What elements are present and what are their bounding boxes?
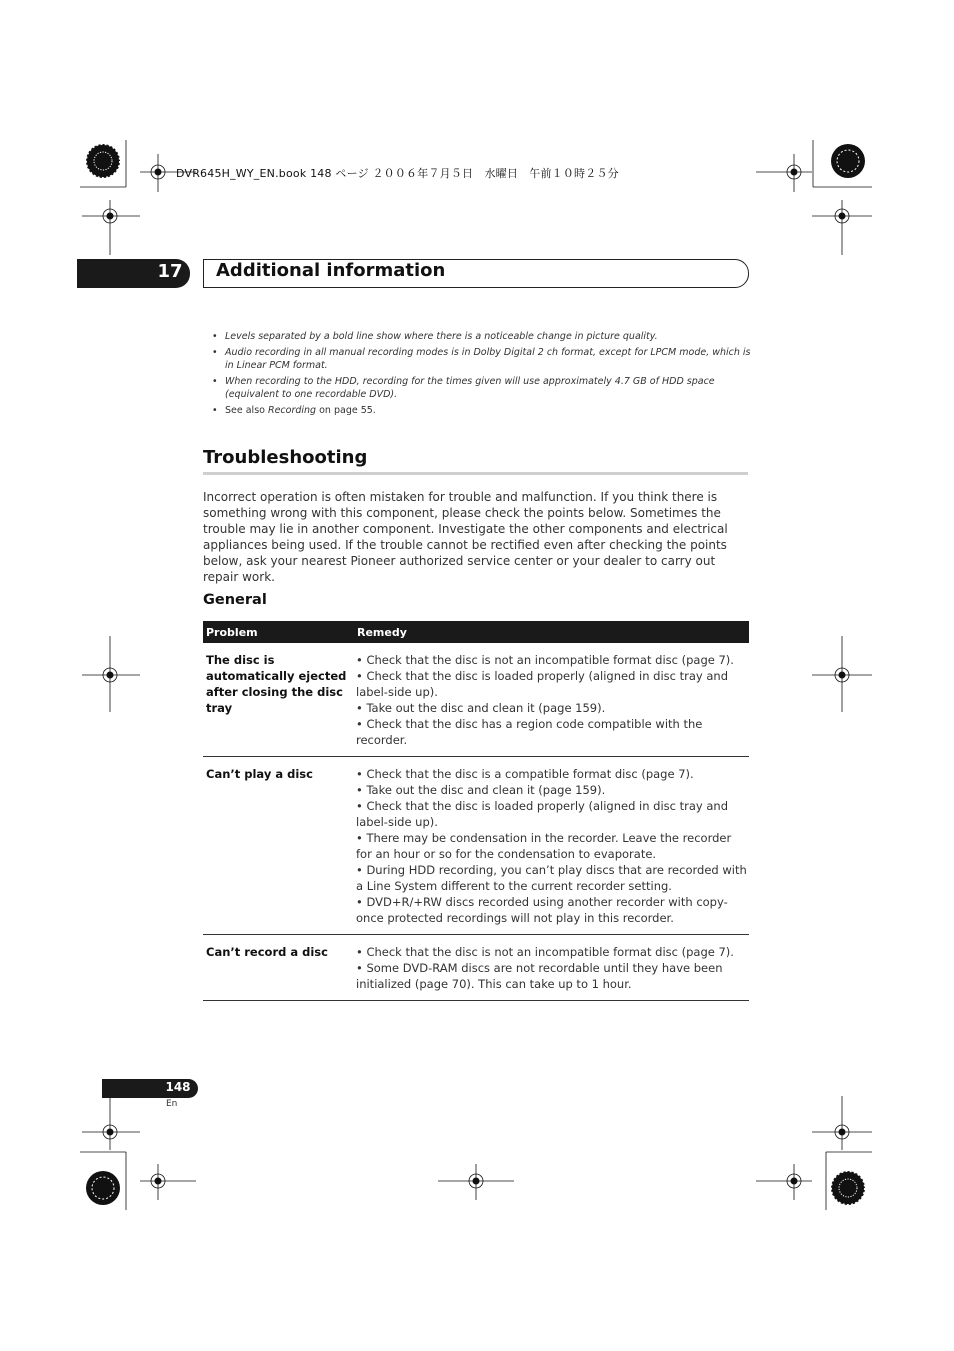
note-item — [203, 330, 751, 343]
remedy-item: • Some DVD-RAM discs are not recordable until they have been initialized (page 70). This can take up to 1 hour. — [356, 961, 723, 991]
remedy-item: • Take out the disc and clean it (page 159). — [356, 783, 606, 797]
note-item — [203, 375, 751, 401]
problem-cell: Can’t play a disc — [203, 757, 354, 935]
note-text: Levels separated by a bold line show where there is a noticeable change in picture quality. — [225, 331, 658, 342]
table-row — [203, 643, 749, 757]
note-text: See also — [225, 405, 268, 416]
remedy-item: • Check that the disc is a compatible format disc (page 7). — [356, 767, 694, 781]
remedy-cell — [354, 757, 749, 935]
problem-header: Problem — [203, 621, 354, 643]
remedy-header: Remedy — [354, 621, 749, 643]
note-item — [203, 346, 751, 372]
remedy-item: • Check that the disc has a region code compatible with the recorder. — [356, 717, 703, 747]
chapter-number: 17 — [157, 261, 183, 282]
page-language: En — [166, 1099, 178, 1109]
remedy-item: • During HDD recording, you can’t play discs that are recorded with a Line System different to the current recorder setting. — [356, 863, 747, 893]
remedy-item: • Take out the disc and clean it (page 159). — [356, 701, 606, 715]
note-text: Audio recording in all manual recording modes is in Dolby Digital 2 ch format, except for LPCM mode, which is in Linear PCM format. — [225, 347, 751, 371]
note-text: Recording — [267, 405, 317, 416]
notes-list — [203, 330, 751, 420]
section-rule — [203, 472, 748, 475]
remedy-item: • DVD+R/+RW discs recorded using another recorder with copy-once protected recordings will not play in this recorder. — [356, 895, 728, 925]
remedy-item: • Check that the disc is not an incompatible format disc (page 7). — [356, 653, 734, 667]
remedy-item: • Check that the disc is loaded properly (aligned in disc tray and label-side up). — [356, 799, 729, 829]
intro-paragraph: Incorrect operation is often mistaken for trouble and malfunction. If you think there is something wrong with this component, please check the points below. Sometimes the trouble may lie in another component. Investigate the other components and electrical appliances being used. If the trouble cannot be rectified even after checking the points below, ask your nearest Pioneer authorized service center or your dealer to carry out repair work. — [203, 490, 728, 584]
chapter-title: Additional information — [216, 260, 446, 281]
problem-cell: The disc is automatically ejected after closing the disc tray — [203, 643, 354, 757]
note-item — [203, 404, 751, 417]
note-text: on page 55. — [316, 405, 376, 416]
remedy-cell — [354, 935, 749, 1001]
table-row — [203, 757, 749, 935]
remedy-item: • Check that the disc is loaded properly (aligned in disc tray and label-side up). — [356, 669, 729, 699]
table-row — [203, 935, 749, 1001]
table-header-row — [203, 621, 749, 643]
print-header: DVR645H_WY_EN.book 148 ページ ２００６年７月５日 水曜日 午前１０時２５分 — [176, 167, 619, 180]
remedy-item: • There may be condensation in the recorder. Leave the recorder for an hour or so for the condensation to evaporate. — [356, 831, 732, 861]
note-text: When recording to the HDD, recording for the times given will use approximately 4.7 GB of HDD space (equivalent to one recordable DVD). — [225, 376, 715, 400]
problem-cell: Can’t record a disc — [203, 935, 354, 1001]
subsection-title: General — [203, 592, 267, 608]
remedy-item: • Check that the disc is not an incompatible format disc (page 7). — [356, 945, 734, 959]
page-number: 148 — [165, 1080, 191, 1094]
section-title: Troubleshooting — [203, 447, 368, 468]
troubleshooting-table — [203, 621, 749, 1001]
remedy-cell — [354, 643, 749, 757]
